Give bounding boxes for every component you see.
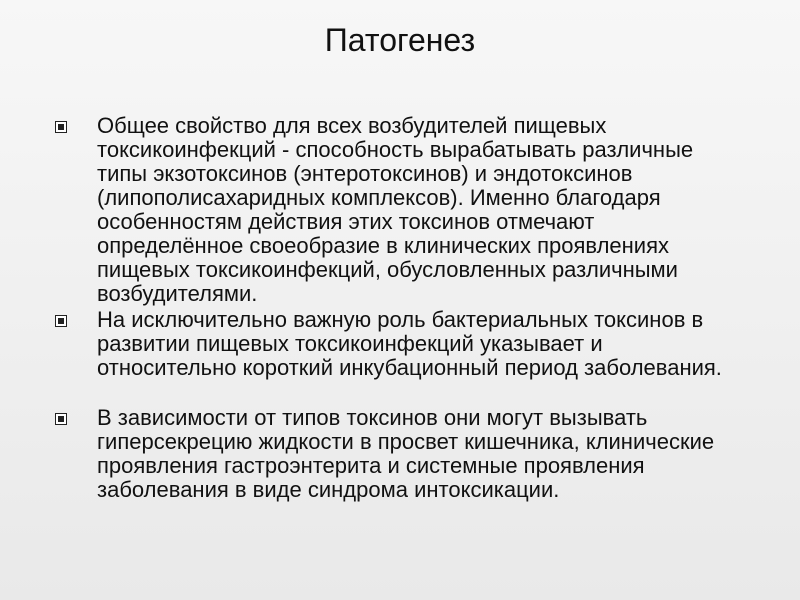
slide-title: Патогенез: [324, 22, 476, 58]
bullet-text-3: В зависимости от типов токсинов они могут вызывать гиперсекрецию жидкости в просвет кишечника, клинические проявления гастроэнтерита и системные проявления заболевания в виде синдрома интоксикации.: [97, 405, 715, 502]
bullet-square-icon: [55, 413, 67, 425]
bullet-text-1: Общее свойство для всех возбудителей пищевых токсикоинфекций - способность вырабатывать различные типы экзотоксинов (энтеротоксинов) и эндотоксинов (липополисахаридных комплексов). Именно благодаря особенностям действия этих токсинов отмечают определённое своеобразие в клинических проявлениях пищевых токсикоинфекций, обусловленных различными возбудителями.: [97, 113, 694, 306]
bullet-square-icon: [55, 121, 67, 133]
bullet-list: [55, 114, 745, 502]
bullet-item-3: [55, 406, 745, 502]
bullet-square-icon: [55, 315, 67, 327]
bullet-item-2: [55, 308, 745, 380]
bullet-item-1: [55, 114, 745, 306]
bullet-text-2: На исключительно важную роль бактериальных токсинов в развитии пищевых токсикоинфекций указывает и относительно короткий инкубационный период заболевания.: [97, 307, 722, 380]
